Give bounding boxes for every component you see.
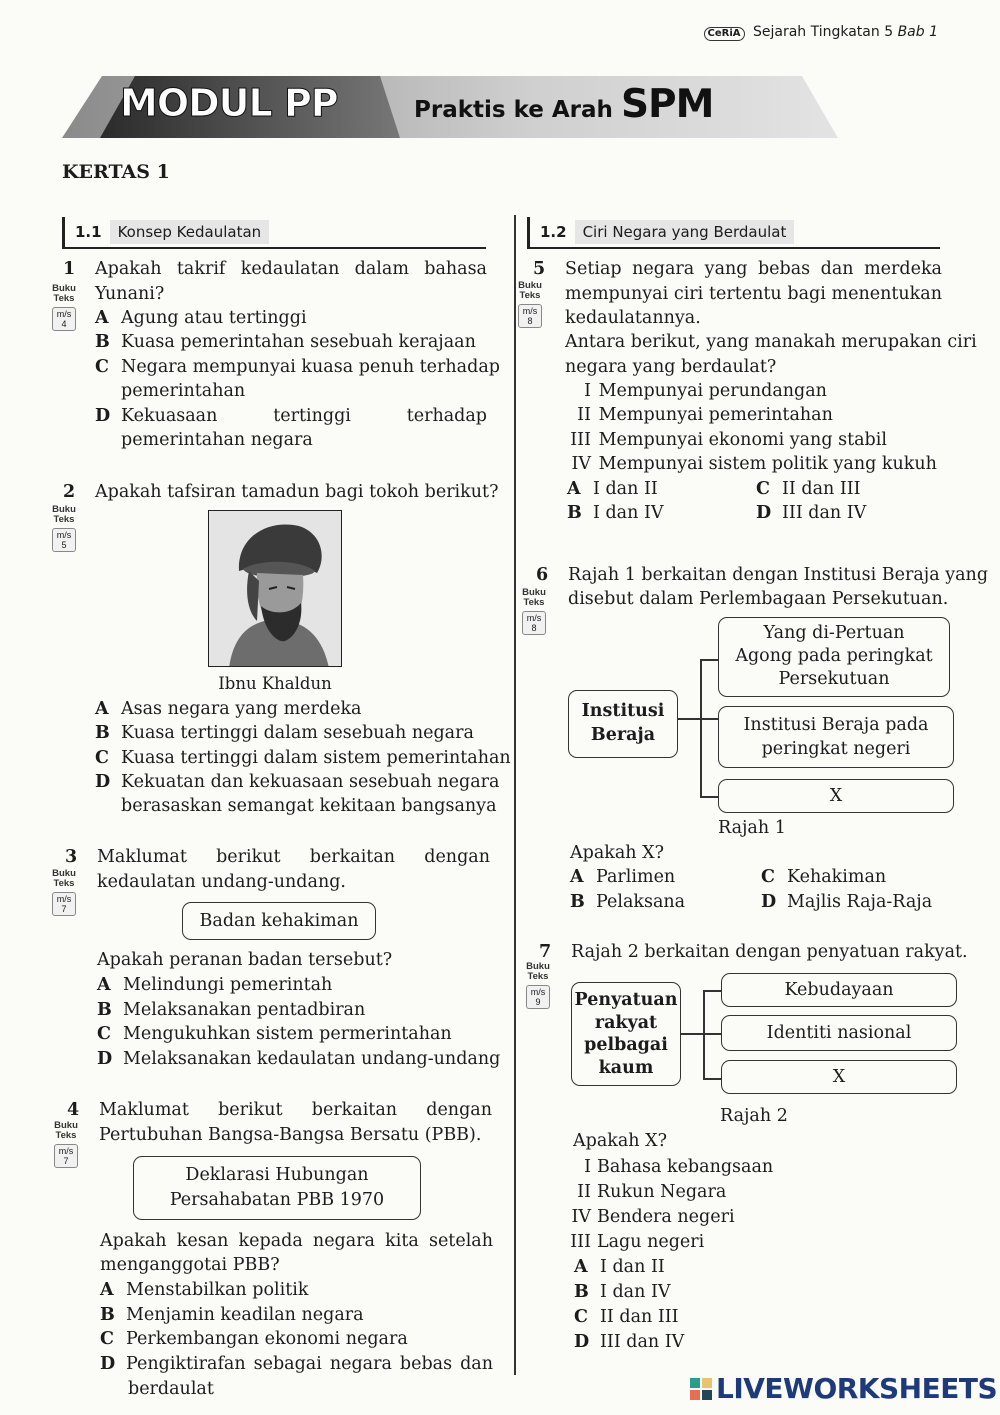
option-text: Melaksanakan pentadbiran bbox=[123, 1000, 366, 1020]
option-text-cont: pemerintahan bbox=[121, 381, 246, 401]
option-key: A bbox=[567, 479, 581, 499]
question-stem-line: negara yang berdaulat? bbox=[565, 357, 777, 377]
answer-option-c[interactable] bbox=[95, 746, 511, 771]
diagram-branch-node bbox=[718, 617, 950, 697]
diagram-branch-line: Agong pada peringkat bbox=[735, 646, 933, 666]
banner-praktis-text: Praktis ke Arah bbox=[414, 97, 613, 123]
option-text: Parlimen bbox=[596, 867, 676, 887]
option-text: Kekuasaan tertinggi terhadap bbox=[121, 406, 487, 426]
roman-item bbox=[565, 428, 887, 453]
option-key: A bbox=[95, 308, 109, 328]
question-stem-line: kedaulatannya. bbox=[565, 308, 701, 328]
buku-teks-badge bbox=[46, 1121, 86, 1168]
answer-option-d[interactable] bbox=[756, 501, 866, 526]
option-text: II dan III bbox=[600, 1307, 679, 1327]
question-prompt: Apakah kesan kepada negara kita setelah bbox=[100, 1231, 493, 1251]
badge-teks: Teks bbox=[53, 514, 75, 525]
option-text: Menjamin keadilan negara bbox=[126, 1305, 364, 1325]
answer-option-d[interactable] bbox=[100, 1352, 493, 1377]
badge-teks: Teks bbox=[53, 293, 75, 304]
roman-text: Mempunyai sistem politik yang kukuh bbox=[598, 454, 937, 474]
buku-teks-badge bbox=[510, 281, 550, 328]
badge-ms: m/s bbox=[58, 1146, 74, 1156]
option-text: III dan IV bbox=[782, 503, 867, 523]
option-key: B bbox=[95, 723, 110, 743]
buku-teks-badge bbox=[514, 588, 554, 635]
answer-option-b[interactable] bbox=[574, 1280, 671, 1305]
answer-option-c[interactable] bbox=[756, 477, 861, 502]
badge-ms: m/s bbox=[526, 613, 542, 623]
roman-text: Mempunyai perundangan bbox=[598, 381, 827, 401]
liveworksheets-icon bbox=[690, 1378, 712, 1400]
roman-key: II bbox=[577, 1182, 591, 1202]
roman-text: Lagu negeri bbox=[597, 1232, 705, 1252]
option-key: A bbox=[97, 975, 111, 995]
roman-text: Mempunyai pemerintahan bbox=[598, 405, 833, 425]
diagram-branch-x: X bbox=[721, 1060, 957, 1094]
question-prompt: Apakah X? bbox=[570, 843, 664, 863]
question-stem-line: disebut dalam Perlembagaan Persekutuan. bbox=[568, 589, 949, 609]
answer-option-b[interactable] bbox=[567, 501, 664, 526]
badge-buku: Buku bbox=[52, 868, 76, 879]
option-key: C bbox=[574, 1307, 588, 1327]
badge-page-number: 8 bbox=[531, 623, 537, 633]
roman-key: III bbox=[570, 430, 591, 450]
option-text: II dan III bbox=[782, 479, 861, 499]
option-key: C bbox=[95, 748, 109, 768]
roman-key: I bbox=[584, 1157, 591, 1177]
badge-page bbox=[52, 528, 76, 552]
option-text: I dan IV bbox=[600, 1282, 671, 1302]
answer-option-c[interactable] bbox=[574, 1305, 679, 1330]
roman-text: Bahasa kebangsaan bbox=[597, 1157, 774, 1177]
badge-page-number: 4 bbox=[61, 319, 67, 329]
option-key: B bbox=[570, 892, 585, 912]
option-key: D bbox=[574, 1332, 590, 1352]
section-number: 1.1 bbox=[75, 223, 102, 241]
diagram-connector bbox=[703, 990, 705, 1079]
option-text: III dan IV bbox=[600, 1332, 685, 1352]
badge-page bbox=[52, 892, 76, 916]
badge-page-number: 5 bbox=[61, 540, 67, 550]
question-stem-line: Maklumat berikut berkaitan dengan bbox=[97, 847, 490, 867]
option-text: Mengukuhkan sistem permerintahan bbox=[123, 1024, 452, 1044]
question-stem-line: Apakah takrif kedaulatan dalam bahasa bbox=[95, 259, 487, 279]
subject-label: Sejarah Tingkatan 5 bbox=[752, 24, 894, 40]
module-banner bbox=[62, 70, 838, 140]
question-number: 1 bbox=[63, 259, 76, 279]
option-text: Pengiktirafan sebagai negara bebas dan bbox=[126, 1354, 493, 1374]
option-key: B bbox=[97, 1000, 112, 1020]
option-key: D bbox=[100, 1354, 116, 1374]
roman-key: IV bbox=[571, 1207, 591, 1227]
option-text-cont: berdaulat bbox=[128, 1379, 214, 1399]
option-text: Kuasa tertinggi dalam sistem pemerintahan bbox=[121, 748, 511, 768]
question-stem-line: Apakah tafsiran tamadun bagi tokoh berikut? bbox=[95, 482, 499, 502]
buku-teks-badge bbox=[44, 505, 84, 552]
badge-teks: Teks bbox=[519, 290, 541, 301]
section-1-2-heading bbox=[527, 217, 940, 249]
option-text: Kekuatan dan kekuasaan sesebuah negara bbox=[121, 772, 500, 792]
diagram-root-line: pelbagai bbox=[584, 1035, 668, 1055]
answer-option-d[interactable] bbox=[97, 1047, 500, 1072]
question-prompt: Apakah X? bbox=[573, 1131, 667, 1151]
question-stem-line: mempunyai ciri tertentu bagi menentukan bbox=[565, 284, 942, 304]
badge-page bbox=[522, 611, 546, 635]
badge-ms: m/s bbox=[530, 987, 546, 997]
question-number: 5 bbox=[533, 259, 546, 279]
question-number: 2 bbox=[63, 482, 76, 502]
option-key: B bbox=[567, 503, 582, 523]
answer-option-d[interactable] bbox=[761, 890, 932, 915]
section-1-1-heading bbox=[62, 217, 486, 249]
question-stem-line: kedaulatan undang-undang. bbox=[97, 872, 346, 892]
diagram-root-line: rakyat bbox=[594, 1012, 658, 1033]
badge-teks: Teks bbox=[55, 1130, 77, 1141]
diagram-connector bbox=[700, 659, 702, 797]
option-text: Menstabilkan politik bbox=[126, 1280, 309, 1300]
section-title: Konsep Kedaulatan bbox=[110, 220, 270, 244]
question-stem-line: Yunani? bbox=[95, 284, 165, 304]
diagram-root-line: Penyatuan bbox=[574, 990, 678, 1010]
answer-option-a[interactable] bbox=[100, 1278, 308, 1303]
option-key: A bbox=[570, 867, 584, 887]
option-text: Pelaksana bbox=[596, 892, 686, 912]
badge-page-number: 8 bbox=[527, 316, 533, 326]
diagram-root-node bbox=[571, 982, 681, 1086]
badge-page bbox=[526, 985, 550, 1009]
question-number: 4 bbox=[67, 1100, 80, 1120]
option-text: Kuasa pemerintahan sesebuah kerajaan bbox=[121, 332, 476, 352]
option-key: D bbox=[95, 406, 111, 426]
roman-item bbox=[566, 1205, 735, 1230]
question-stem-line: Pertubuhan Bangsa-Bangsa Bersatu (PBB). bbox=[99, 1125, 482, 1145]
option-text: I dan II bbox=[593, 479, 658, 499]
option-text: I dan IV bbox=[593, 503, 664, 523]
option-key: A bbox=[95, 699, 109, 719]
badge-buku: Buku bbox=[52, 283, 76, 294]
diagram-connector bbox=[703, 990, 721, 992]
option-key: D bbox=[761, 892, 777, 912]
option-text-cont: berasaskan semangat kekitaan bangsanya bbox=[121, 796, 497, 816]
answer-option-b[interactable] bbox=[100, 1303, 364, 1328]
info-box-line: Persahabatan PBB 1970 bbox=[169, 1189, 385, 1210]
answer-option-c[interactable] bbox=[761, 865, 886, 890]
question-stem-line: Antara berikut, yang manakah merupakan ciri bbox=[565, 332, 977, 352]
badge-page-number: 9 bbox=[535, 997, 541, 1007]
answer-option-b[interactable] bbox=[95, 330, 476, 355]
diagram-connector bbox=[681, 1033, 721, 1035]
badge-page bbox=[52, 307, 76, 331]
option-text: Melaksanakan kedaulatan undang-undang bbox=[123, 1049, 501, 1069]
badge-ms: m/s bbox=[522, 306, 538, 316]
option-key: C bbox=[97, 1024, 111, 1044]
option-key: C bbox=[100, 1329, 114, 1349]
option-key: B bbox=[574, 1282, 589, 1302]
answer-option-b[interactable] bbox=[570, 890, 685, 915]
diagram-root-line: kaum bbox=[598, 1057, 654, 1078]
badge-teks: Teks bbox=[53, 878, 75, 889]
column-divider bbox=[514, 215, 516, 1375]
answer-option-a[interactable] bbox=[574, 1255, 665, 1280]
option-text: Majlis Raja-Raja bbox=[787, 892, 933, 912]
badge-buku: Buku bbox=[518, 280, 542, 291]
answer-option-c[interactable] bbox=[100, 1327, 408, 1352]
roman-item bbox=[565, 379, 827, 404]
option-text: Perkembangan ekonomi negara bbox=[126, 1329, 408, 1349]
badge-ms: m/s bbox=[56, 894, 72, 904]
roman-text: Rukun Negara bbox=[597, 1182, 727, 1202]
diagram-root-line: Institusi bbox=[581, 701, 665, 721]
banner-subtitle bbox=[414, 82, 714, 127]
option-key: A bbox=[574, 1257, 588, 1277]
chapter-label: Bab 1 bbox=[897, 24, 938, 40]
question-stem-line: Rajah 2 berkaitan dengan penyatuan rakyat. bbox=[571, 942, 968, 962]
diagram-branch-node: Identiti nasional bbox=[721, 1015, 957, 1051]
badge-page-number: 7 bbox=[63, 1156, 69, 1166]
portrait-caption: Ibnu Khaldun bbox=[218, 674, 332, 693]
answer-option-c[interactable] bbox=[97, 1022, 452, 1047]
question-stem-line: Maklumat berikut berkaitan dengan bbox=[99, 1100, 492, 1120]
buku-teks-badge bbox=[44, 869, 84, 916]
question-number: 3 bbox=[65, 847, 78, 867]
badge-teks: Teks bbox=[527, 971, 549, 982]
ibnu-khaldun-portrait bbox=[208, 510, 342, 667]
diagram-connector bbox=[678, 718, 718, 720]
question-number: 6 bbox=[536, 565, 549, 585]
option-text-cont: pemerintahan negara bbox=[121, 430, 313, 450]
portrait-illustration bbox=[209, 511, 342, 667]
option-key: B bbox=[100, 1305, 115, 1325]
roman-text: Bendera negeri bbox=[597, 1207, 735, 1227]
roman-item bbox=[573, 1180, 726, 1205]
roman-key: III bbox=[570, 1232, 591, 1252]
roman-item bbox=[566, 1230, 704, 1255]
roman-item bbox=[573, 1155, 773, 1180]
option-text: Kuasa tertinggi dalam sesebuah negara bbox=[121, 723, 474, 743]
diagram-root-line: Beraja bbox=[590, 725, 656, 745]
question-number: 7 bbox=[539, 942, 552, 962]
badge-buku: Buku bbox=[526, 961, 550, 972]
roman-text: Mempunyai ekonomi yang stabil bbox=[598, 430, 887, 450]
answer-option-d[interactable] bbox=[574, 1330, 684, 1355]
roman-item bbox=[565, 403, 833, 428]
buku-teks-badge bbox=[44, 284, 84, 331]
diagram-branch-line: Institusi Beraja pada bbox=[743, 715, 929, 735]
option-text: Agung atau tertinggi bbox=[121, 308, 307, 328]
answer-option-a[interactable] bbox=[95, 697, 362, 722]
info-box-line: Deklarasi Hubungan bbox=[185, 1165, 369, 1185]
diagram-branch-line: Persekutuan bbox=[778, 669, 890, 689]
diagram-branch-node: Kebudayaan bbox=[721, 973, 957, 1007]
option-text: Melindungi pemerintah bbox=[123, 975, 333, 995]
option-key: B bbox=[95, 332, 110, 352]
question-stem-line: Rajah 1 berkaitan dengan Institusi Beraja yang bbox=[568, 565, 989, 585]
badge-teks: Teks bbox=[523, 597, 545, 608]
diagram-caption: Rajah 1 bbox=[718, 818, 786, 838]
diagram-branch-line: X bbox=[829, 786, 843, 806]
option-key: C bbox=[95, 357, 109, 377]
diagram-branch-x bbox=[718, 779, 954, 813]
diagram-connector bbox=[703, 1078, 721, 1080]
badge-buku: Buku bbox=[522, 587, 546, 598]
badge-page-number: 7 bbox=[61, 904, 67, 914]
option-text: Negara mempunyai kuasa penuh terhadap bbox=[121, 357, 500, 377]
answer-option-a[interactable] bbox=[567, 477, 658, 502]
liveworksheets-text: LIVEWORKSHEETS bbox=[716, 1372, 998, 1405]
diagram-caption: Rajah 2 bbox=[720, 1106, 788, 1126]
option-key: C bbox=[761, 867, 775, 887]
publisher-logo: CeRiA bbox=[704, 27, 745, 41]
banner-spm-text: SPM bbox=[620, 82, 714, 127]
liveworksheets-logo bbox=[690, 1372, 997, 1406]
answer-option-a[interactable] bbox=[95, 306, 307, 331]
answer-option-a[interactable] bbox=[97, 973, 332, 998]
badge-ms: m/s bbox=[56, 309, 72, 319]
answer-option-b[interactable] bbox=[97, 998, 365, 1023]
diagram-branch-node bbox=[718, 706, 954, 768]
answer-option-a[interactable] bbox=[570, 865, 675, 890]
option-key: C bbox=[756, 479, 770, 499]
option-key: A bbox=[100, 1280, 114, 1300]
info-box bbox=[133, 1156, 421, 1220]
option-text: Kehakiman bbox=[787, 867, 887, 887]
badge-buku: Buku bbox=[52, 504, 76, 515]
running-header bbox=[704, 20, 938, 45]
diagram-root-node bbox=[568, 690, 678, 758]
diagram-connector bbox=[700, 659, 718, 661]
roman-key: IV bbox=[571, 454, 591, 474]
roman-key: II bbox=[577, 405, 591, 425]
option-key: D bbox=[756, 503, 772, 523]
diagram-connector bbox=[700, 796, 718, 798]
badge-page bbox=[518, 304, 542, 328]
diagram-branch-line: peringkat negeri bbox=[761, 739, 911, 759]
info-box: Badan kehakiman bbox=[182, 902, 376, 940]
section-number: 1.2 bbox=[540, 223, 567, 241]
option-text: Asas negara yang merdeka bbox=[121, 699, 362, 719]
option-text: I dan II bbox=[600, 1257, 665, 1277]
answer-option-c[interactable] bbox=[95, 355, 500, 380]
answer-option-b[interactable] bbox=[95, 721, 474, 746]
section-title: Ciri Negara yang Berdaulat bbox=[575, 220, 795, 244]
buku-teks-badge bbox=[518, 962, 558, 1009]
question-stem-line: Setiap negara yang bebas dan merdeka bbox=[565, 259, 942, 279]
badge-buku: Buku bbox=[54, 1120, 78, 1131]
option-key: D bbox=[97, 1049, 113, 1069]
answer-option-d[interactable] bbox=[95, 770, 499, 795]
roman-key: I bbox=[584, 381, 591, 401]
diagram-branch-line: Yang di-Pertuan bbox=[763, 623, 905, 643]
question-prompt: menganggotai PBB? bbox=[100, 1255, 280, 1275]
banner-modul-title: MODUL PP bbox=[120, 81, 338, 125]
badge-ms: m/s bbox=[56, 530, 72, 540]
badge-page bbox=[54, 1144, 78, 1168]
answer-option-d[interactable] bbox=[95, 404, 487, 429]
paper-title: KERTAS 1 bbox=[62, 161, 170, 183]
roman-item bbox=[565, 452, 937, 477]
option-key: D bbox=[95, 772, 111, 792]
question-prompt: Apakah peranan badan tersebut? bbox=[97, 950, 393, 970]
